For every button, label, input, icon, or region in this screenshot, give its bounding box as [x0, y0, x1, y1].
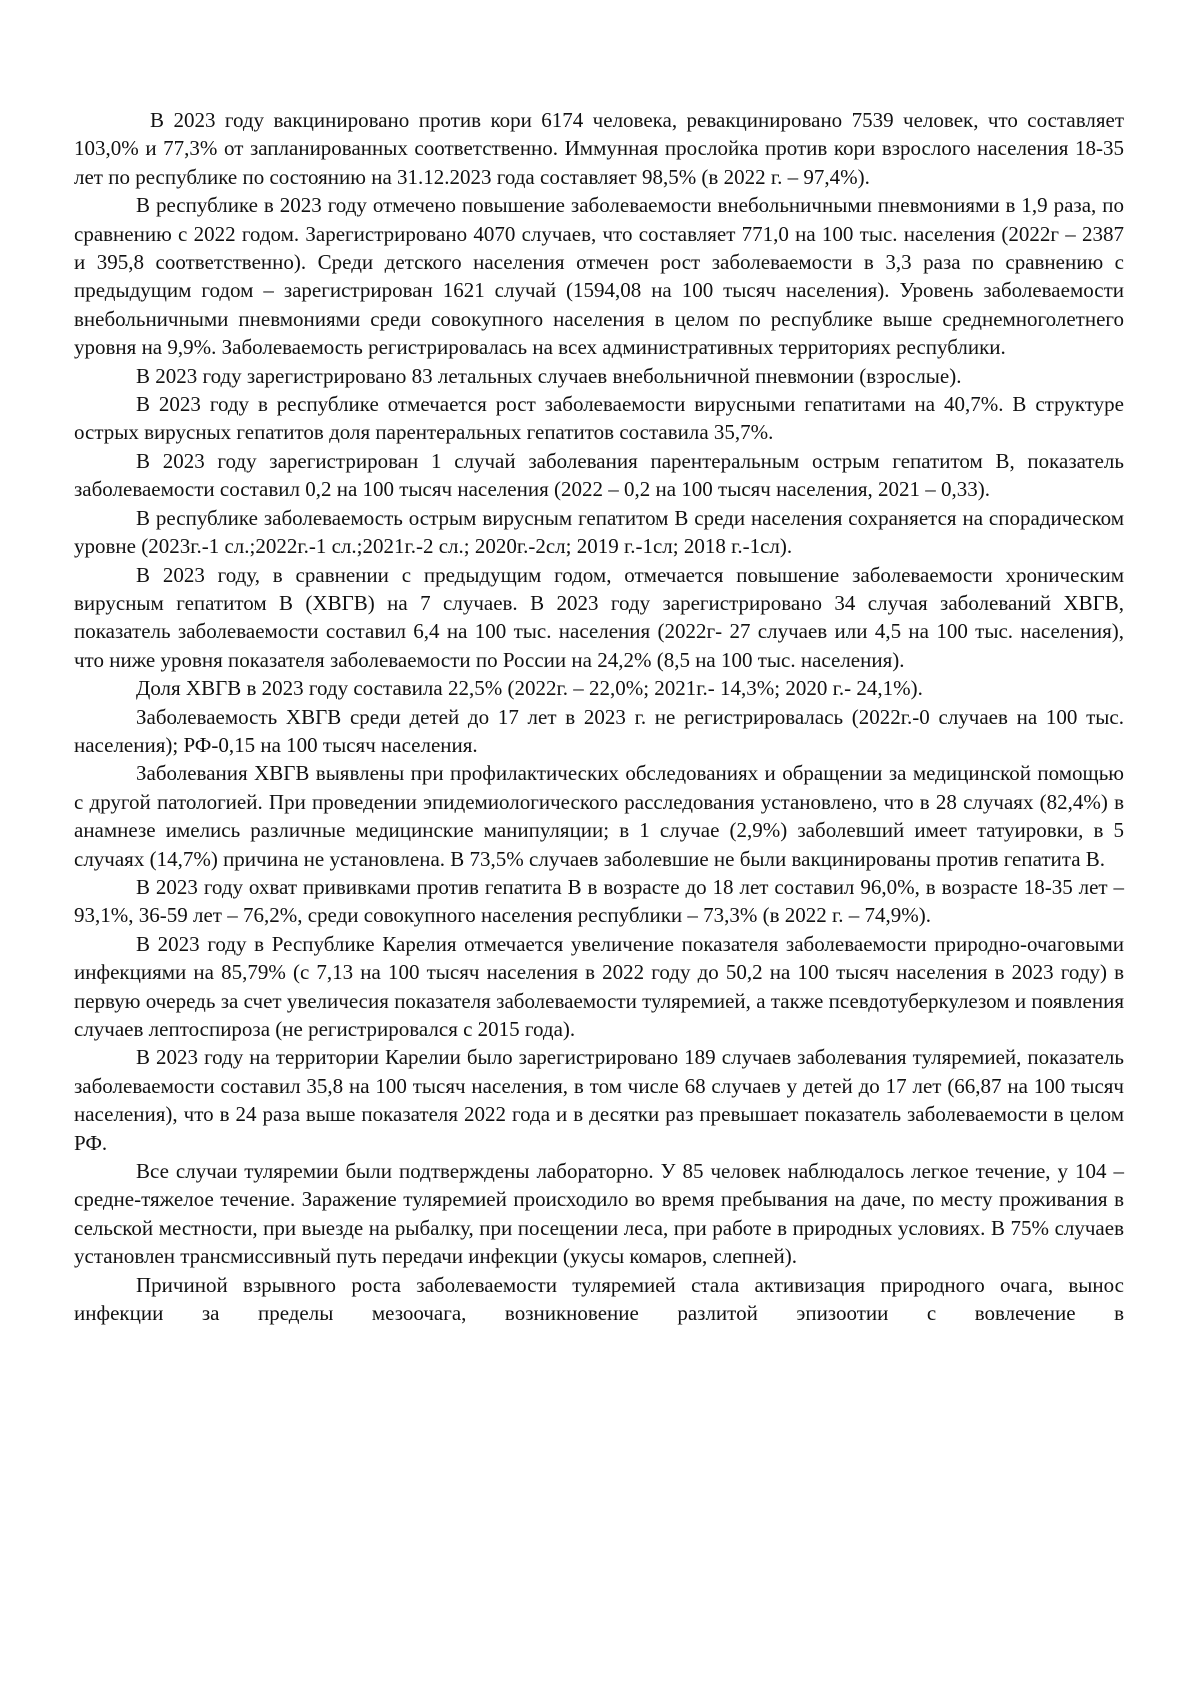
paragraph-chvgv-share: Доля ХВГВ в 2023 году составила 22,5% (2022г. – 22,0%; 2021г.- 14,3%; 2020 г.- 24,1%). [136, 676, 923, 701]
paragraph-pneumonia-lethal: В 2023 году зарегистрировано 83 летальных случаев внебольничной пневмонии (взрослые). [136, 363, 962, 388]
paragraph-pneumonia-incidence: В республике в 2023 году отмечено повышение заболеваемости внебольничными пневмониями в 1,9 раза, по сравнению с 2022 годом. Зарегистрировано 4070 случаев, что составляет 771,0 на 100 тыс. населения (2022г – 2387 и 395,8 соответственно). Среди детского населения отмечен рост заболеваемости в 3,3 раза по сравнению с предыдущим годом – зарегистрирован 1621 случай (1594,08 на 100 тысяч населения). Уровень заболеваемости внебольничными пневмониями среди совокупного населения в целом по республике выше среднемноголетнего уровня на 9,9%. Заболеваемость регистрировалась на всех административных территориях республики. [74, 193, 1124, 360]
document-body [74, 106, 1124, 1327]
paragraph-tularemia-confirmation: Все случаи туляремии были подтверждены лабораторно. У 85 человек наблюдалось легкое течение, у 104 – средне-тяжелое течение. Заражение туляремией происходило во время пребывания на даче, по месту проживания в сельской местности, при выезде на рыбалку, при посещении леса, при работе в природных условиях. В 75% случаев установлен трансмиссивный путь передачи инфекции (укусы комаров, слепней). [74, 1159, 1124, 1269]
paragraph-chronic-hepatitis-b: В 2023 году, в сравнении с предыдущим годом, отмечается повышение заболеваемости хроническим вирусным гепатитом В (ХВГВ) на 7 случаев. В 2023 году зарегистрировано 34 случая заболеваний ХВГВ, показатель заболеваемости составил 6,4 на 100 тыс. населения (2022г- 27 случаев или 4,5 на 100 тыс. населения), что ниже уровня показателя заболеваемости по России на 24,2% (8,5 на 100 тыс. населения). [74, 562, 1124, 672]
paragraph-tularemia-cases: В 2023 году на территории Карелии было зарегистрировано 189 случаев заболевания туляремией, показатель заболеваемости составил 35,8 на 100 тысяч населения, в том числе 68 случаев у детей до 17 лет (66,87 на 100 тысяч населения), что в 24 раза выше показателя 2022 года и в десятки раз превышает показатель заболеваемости в целом РФ. [74, 1045, 1124, 1155]
paragraph-chvgv-children: Заболеваемость ХВГВ среди детей до 17 лет в 2023 г. не регистрировалась (2022г.-0 случаев на 100 тыс. населения); РФ-0,15 на 100 тысяч населения. [74, 704, 1124, 757]
paragraph-hepatitis-b-sporadic: В республике заболеваемость острым вирусным гепатитом В среди населения сохраняется на спорадическом уровне (2023г.-1 сл.;2022г.-1 сл.;2021г.-2 сл.; 2020г.-2сл; 2019 г.-1сл; 2018 г.-1сл). [74, 505, 1124, 559]
paragraph-chvgv-detection: Заболевания ХВГВ выявлены при профилактических обследованиях и обращении за медицинской помощью с другой патологией. При проведении эпидемиологического расследования установлено, что в 28 случаях (82,4%) в анамнезе имелись различные медицинские манипуляции; в 1 случае (2,9%) заболевший имеет татуировки, в 5 случаях (14,7%) причина не установлена. В 73,5% случаев заболевшие не были вакцинированы против гепатита В. [74, 761, 1124, 871]
paragraph-measles-vaccination: В 2023 году вакцинировано против кори 6174 человека, ревакцинировано 7539 человек, что составляет 103,0% и 77,3% от запланированных соответственно. Иммунная прослойка против кори взрослого населения 18-35 лет по республике по состоянию на 31.12.2023 года составляет 98,5% (в 2022 г. – 97,4%). [74, 108, 1124, 189]
paragraph-tularemia-causes: Причиной взрывного роста заболеваемости туляремией стала активизация природного очага, вынос инфекции за пределы мезоочага, возникновение разлитой эпизоотии с вовлечение в [74, 1272, 1124, 1326]
paragraph-hepatitis-b-coverage: В 2023 году охват прививками против гепатита В в возрасте до 18 лет составил 96,0%, в возрасте 18-35 лет – 93,1%, 36-59 лет – 76,2%, среди совокупного населения республики – 73,3% (в 2022 г. – 74,9%). [74, 874, 1124, 928]
paragraph-hepatitis-growth: В 2023 году в республике отмечается рост заболеваемости вирусными гепатитами на 40,7%. В структуре острых вирусных гепатитов доля парентеральных гепатитов составила 35,7%. [74, 392, 1124, 445]
paragraph-natural-focal-infections: В 2023 году в Республике Карелия отмечается увеличение показателя заболеваемости природно-очаговыми инфекциями на 85,79% (с 7,13 на 100 тысяч населения в 2022 году до 50,2 на 100 тысяч населения в 2023 году) в первую очередь за счет увеличесия показателя заболеваемости туляремией, а также псевдотуберкулезом и появления случаев лептоспироза (не регистрировался с 2015 года). [74, 931, 1124, 1041]
paragraph-acute-hepatitis-b: В 2023 году зарегистрирован 1 случай заболевания парентеральным острым гепатитом В, показатель заболеваемости составил 0,2 на 100 тысяч населения (2022 – 0,2 на 100 тысяч населения, 2021 – 0,33). [74, 448, 1124, 502]
